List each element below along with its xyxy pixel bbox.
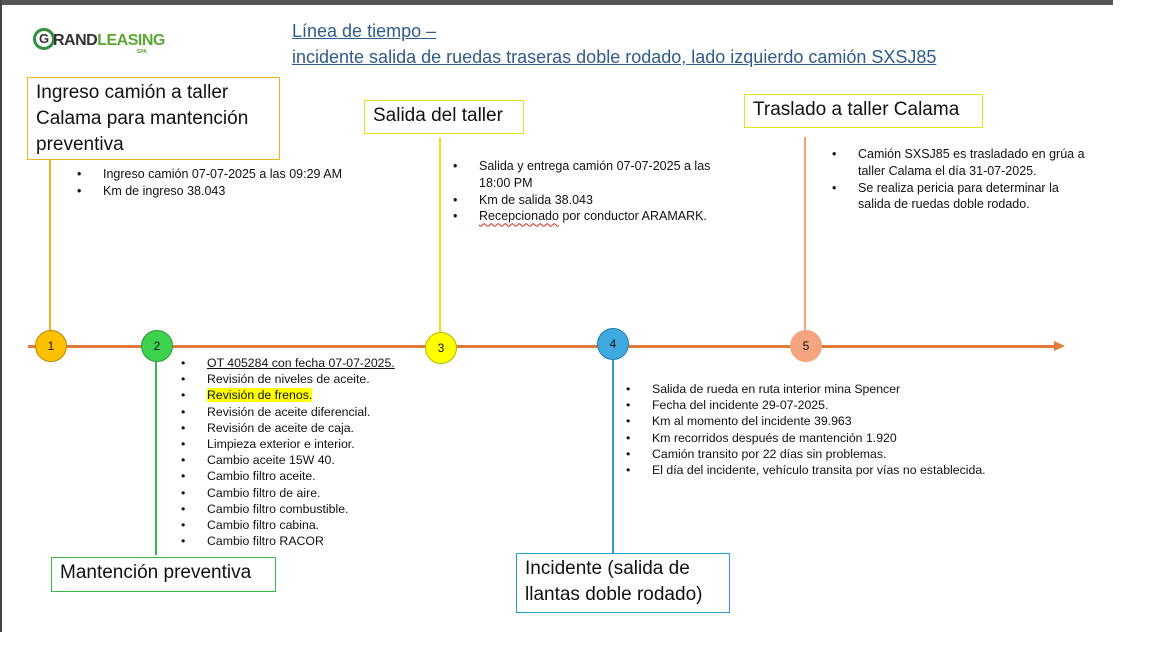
timeline-axis [28,345,1056,348]
event-label-ingreso: Ingreso camión a taller Calama para mantención preventiva [36,82,249,155]
bullets-traslado [832,146,1094,213]
spellcheck-word: Recepcionado [479,209,559,224]
list-item: • Ingreso camión 07-07-2025 a las 09:29 AM [77,166,377,183]
slide-left-border [0,0,2,632]
timeline-node-5: 5 [790,330,822,362]
timeline-node-2: 2 [141,330,173,362]
list-item: • Revisión de aceite de caja. [181,420,431,436]
logo-wordmark [53,32,165,50]
bullets-ingreso [77,166,377,200]
timeline-node-4: 4 [597,328,629,360]
slide-right-margin [1113,0,1152,648]
logo-leasing-text: LEASING [97,32,165,49]
list-item: • Revisión de aceite diferencial. [181,404,431,420]
list-item: • Cambio aceite 15W 40. [181,452,431,468]
logo-grand-text: RAND [53,32,98,49]
bullets-salida [453,158,718,225]
connector-1 [49,158,51,332]
list-item: • Cambio filtro aceite. [181,468,431,484]
timeline-node-3: 3 [425,332,457,364]
event-label-incidente: Incidente (salida de llantas doble rodado) [525,558,703,605]
logo-spa-text: SPA [137,49,147,55]
timeline-arrow-head [1054,341,1065,351]
timeline-node-1: 1 [35,330,67,362]
list-item-rest: por conductor ARAMARK. [558,209,707,224]
ot-number: OT 405284 con fecha 07-07-2025. [207,356,395,370]
list-item [453,208,718,225]
list-item: • Camión transito por 22 días sin problemas. [626,446,1046,462]
list-item: • Fecha del incidente 29-07-2025. [626,397,1046,413]
list-item: • Km de ingreso 38.043 [77,183,377,200]
event-label-traslado: Traslado a taller Calama [753,99,960,120]
list-item: • Km de salida 38.043 [453,192,718,209]
event-label-salida: Salida del taller [373,105,503,126]
page-title [292,18,936,70]
event-box-mantencion [51,557,276,592]
highlighted-text: Revisión de frenos. [207,388,313,403]
list-item: • Cambio filtro de aire. [181,485,431,501]
list-item: • Salida y entrega camión 07-07-2025 a las 18:00 PM [453,158,718,192]
list-item [181,355,431,371]
title-line-2: incidente salida de ruedas traseras doble rodado, lado izquierdo camión SXSJ85 [292,47,937,67]
logo-g-mark: G [33,28,55,50]
list-item: • Salida de rueda en ruta interior mina Spencer [626,381,1046,397]
list-item: • Km al momento del incidente 39.963 [626,413,1046,429]
list-item: • Km recorridos después de mantención 1.920 [626,430,1046,446]
list-item [181,387,431,403]
connector-5 [804,137,806,332]
list-item: • Camión SXSJ85 es trasladado en grúa a taller Calama el día 31-07-2025. [832,146,1094,180]
list-item: • Cambio filtro combustible. [181,501,431,517]
event-box-ingreso [27,77,280,160]
connector-2 [155,362,157,555]
list-item: • Cambio filtro RACOR [181,533,431,549]
bullets-mantencion [181,355,431,549]
event-box-incidente [516,553,730,613]
list-item: • Cambio filtro cabina. [181,517,431,533]
event-label-mantencion: Mantención preventiva [60,562,252,583]
connector-3 [439,138,441,334]
bullets-incidente [626,381,1046,478]
list-item: • Se realiza pericia para determinar la salida de ruedas doble rodado. [832,180,1094,214]
event-box-salida [364,100,524,134]
connector-4 [612,360,614,554]
title-line-1: Línea de tiempo – [292,21,437,41]
list-item: • Limpieza exterior e interior. [181,436,431,452]
list-item: • Revisión de niveles de aceite. [181,371,431,387]
list-item: • El día del incidente, vehículo transita por vías no establecida. [626,462,1046,478]
window-top-border [0,0,1113,5]
event-box-traslado [744,94,983,128]
